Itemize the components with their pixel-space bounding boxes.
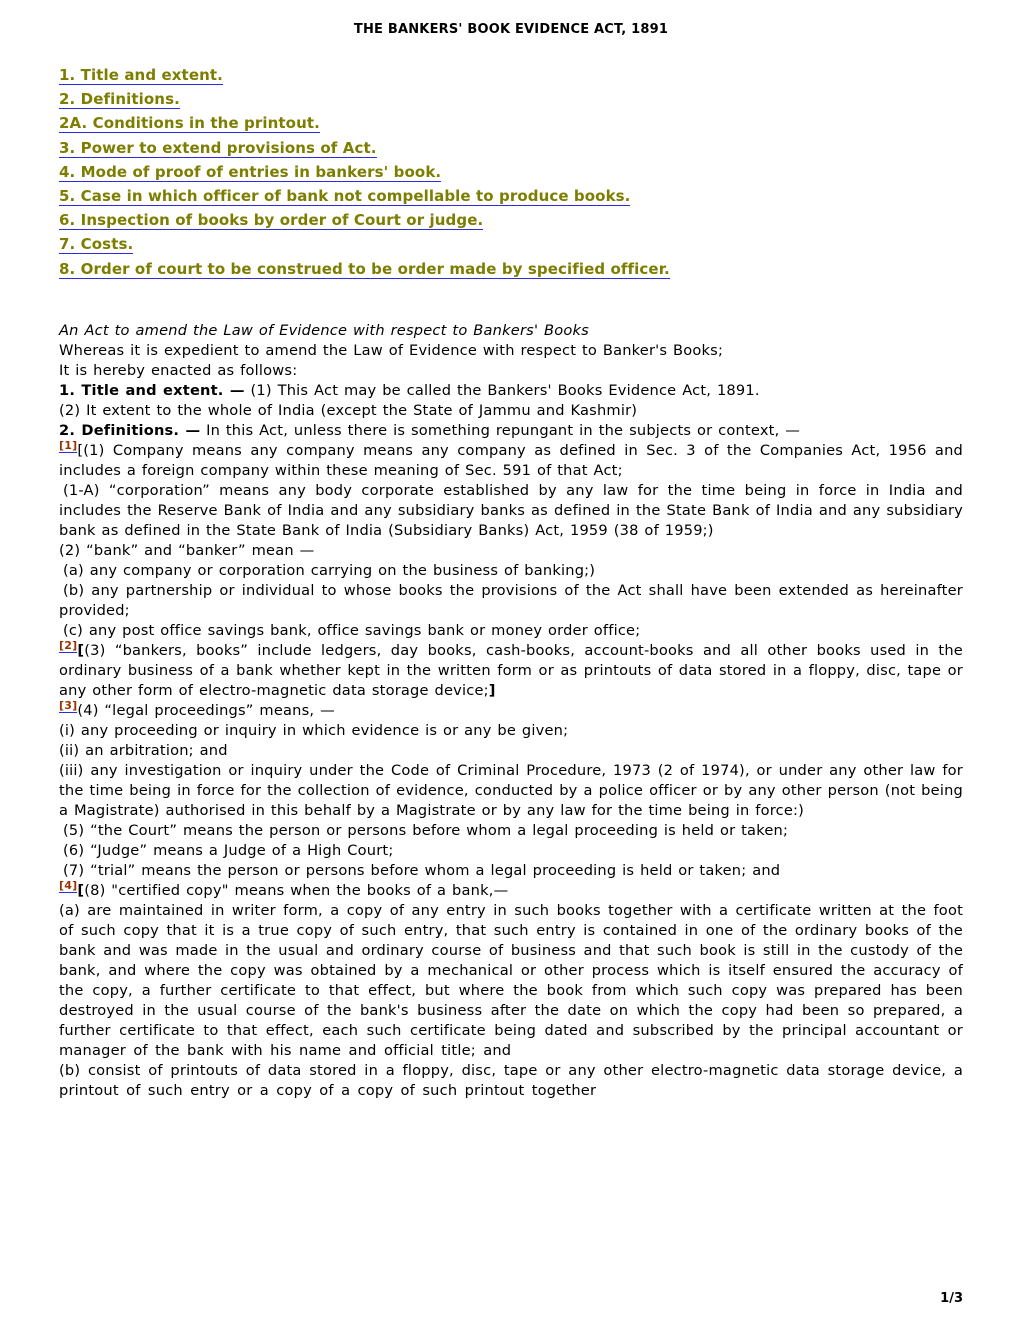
toc-line [59,160,963,184]
definition-2b: (b) any partnership or individual to whose books the provisions of the Act shall have been extended as hereinafter provided; [59,581,963,619]
section-1-title-and-extent [59,381,963,401]
section-1-sub-2: (2) It extent to the whole of India (except the State of Jammu and Kashmir) [59,401,638,419]
section-1-heading: 1. Title and extent. — [59,381,245,399]
footnote-ref-3 [59,699,77,713]
toc-line [59,184,963,208]
page-number: 1/3 [940,1291,963,1306]
toc-line [59,136,963,160]
section-2-heading: 2. Definitions. — [59,421,201,439]
preamble-whereas: Whereas it is expedient to amend the Law of Evidence with respect to Banker's Books; [59,341,724,359]
bracket-close: ] [488,681,496,699]
definition-2a: (a) any company or corporation carrying on the business of banking;) [63,561,596,579]
definition-6-judge: (6) “Judge” means a Judge of a High Court; [63,841,394,859]
definition-8b: (b) consist of printouts of data stored in a floppy, disc, tape or any other electro-magnetic data storage device, a printout of such entry or a copy of a copy of such printout together [59,1061,963,1099]
definition-1-company [59,438,963,481]
toc-link-mode-of-proof[interactable]: 4. Mode of proof of entries in bankers' book. [59,162,442,181]
definition-4ii: (ii) an arbitration; and [59,741,228,759]
definition-8a: (a) are maintained in writer form, a copy of any entry in such books together with a certificate written at the foot of such copy that it is a true copy of such entry, that such entry is contained in one of the ordinary books of the bank and was made in the usual and ordinary course of business and that such book is still in the custody of the bank, and where the copy was obtained by a mechanical or other process which is itself ensured the accuracy of the copy, a further certificate to that effect, but where the book from which such copy was prepared has been destroyed in the usual course of the bank's business after the date on which the copy had been so prepared, a further certificate to that effect, each such certificate being dated and subscribed by the principal accountant or manager of the bank with his name and official title; and [59,901,963,1059]
definition-3-bankers-books [59,638,963,701]
toc-line [59,63,963,87]
bracket-open: [ [77,641,85,659]
section-1-text: (1) This Act may be called the Bankers' Books Evidence Act, 1891. [244,381,760,399]
bracket-open: [ [77,881,85,899]
definition-4i: (i) any proceeding or inquiry in which evidence is or any be given; [59,721,569,739]
footnote-3-link[interactable]: [3] [59,698,78,712]
toc-line [59,111,963,135]
definition-8-text: (8) "certified copy" means when the books of a bank,— [84,881,509,899]
toc-link-order-of-court[interactable]: 8. Order of court to be construed to be order made by specified officer. [59,259,670,278]
act-long-title: An Act to amend the Law of Evidence with respect to Bankers' Books [59,321,589,339]
document-body [59,321,963,1101]
footnote-4-link[interactable]: [4] [59,878,78,892]
definition-2-bank-banker: (2) “bank” and “banker” mean — [59,541,315,559]
definition-4iii: (iii) any investigation or inquiry under the Code of Criminal Procedure, 1973 (2 of 1974), or under any other law for the time being in force for the collection of evidence, conducted by a police officer or by any other person (not being a Magistrate) authorised in this behalf by a Magistrate or by any law for the time being in force:) [59,761,963,819]
definition-3-text: (3) “bankers, books” include ledgers, day books, cash-books, account-books and all other books used in the ordinary business of a bank whether kept in the written form or as printouts of data stored in a floppy, disc, tape or any other form of electro-magnetic data storage device; [59,641,963,699]
toc-line [59,87,963,111]
toc-link-power-to-extend[interactable]: 3. Power to extend provisions of Act. [59,138,377,157]
toc-link-inspection-of-books[interactable]: 6. Inspection of books by order of Court or judge. [59,211,484,230]
toc-line [59,232,963,256]
toc-link-officer-not-compellable[interactable]: 5. Case in which officer of bank not compellable to produce books. [59,187,631,206]
preamble-enacted: It is hereby enacted as follows: [59,361,298,379]
definition-2c: (c) any post office savings bank, office savings bank or money order office; [63,621,641,639]
definition-4-legal-proceedings [59,698,963,721]
footnote-1-link[interactable]: [1] [59,438,78,452]
section-2-text: In this Act, unless there is something repungant in the subjects or context, — [200,421,801,439]
toc-link-definitions[interactable]: 2. Definitions. [59,90,180,109]
table-of-contents [59,63,963,281]
definition-8-certified-copy [59,878,963,901]
definition-1-text: [(1) Company means any company means any company as defined in Sec. 3 of the Companies Act, 1956 and includes a foreign company within these meaning of Sec. 591 of that Act; [59,441,963,479]
definition-5-the-court: (5) “the Court” means the person or persons before whom a legal proceeding is held or taken; [63,821,789,839]
footnote-2-link[interactable]: [2] [59,638,78,652]
toc-line [59,208,963,232]
footnote-ref-1 [59,439,77,453]
footnote-ref-2 [59,639,77,653]
definition-7-trial: (7) “trial” means the person or persons before whom a legal proceeding is held or taken; and [63,861,781,879]
toc-line [59,257,963,281]
toc-link-title-and-extent[interactable]: 1. Title and extent. [59,66,223,84]
definition-1a-corporation: (1-A) “corporation” means any body corporate established by any law for the time being in force in India and includes the Reserve Bank of India and any subsidiary banks as defined in the State Bank of India and any subsidiary bank as defined in the State Bank of India (Subsidiary Banks) Act, 1959 (38 of 1959;) [59,481,963,539]
footnote-ref-4 [59,879,77,893]
toc-link-costs[interactable]: 7. Costs. [59,235,134,254]
document-title: THE BANKERS' BOOK EVIDENCE ACT, 1891 [353,22,669,37]
definition-4-text: (4) “legal proceedings” means, — [77,701,335,719]
toc-link-conditions-printout[interactable]: 2A. Conditions in the printout. [59,114,320,133]
section-2-definitions [59,421,963,441]
